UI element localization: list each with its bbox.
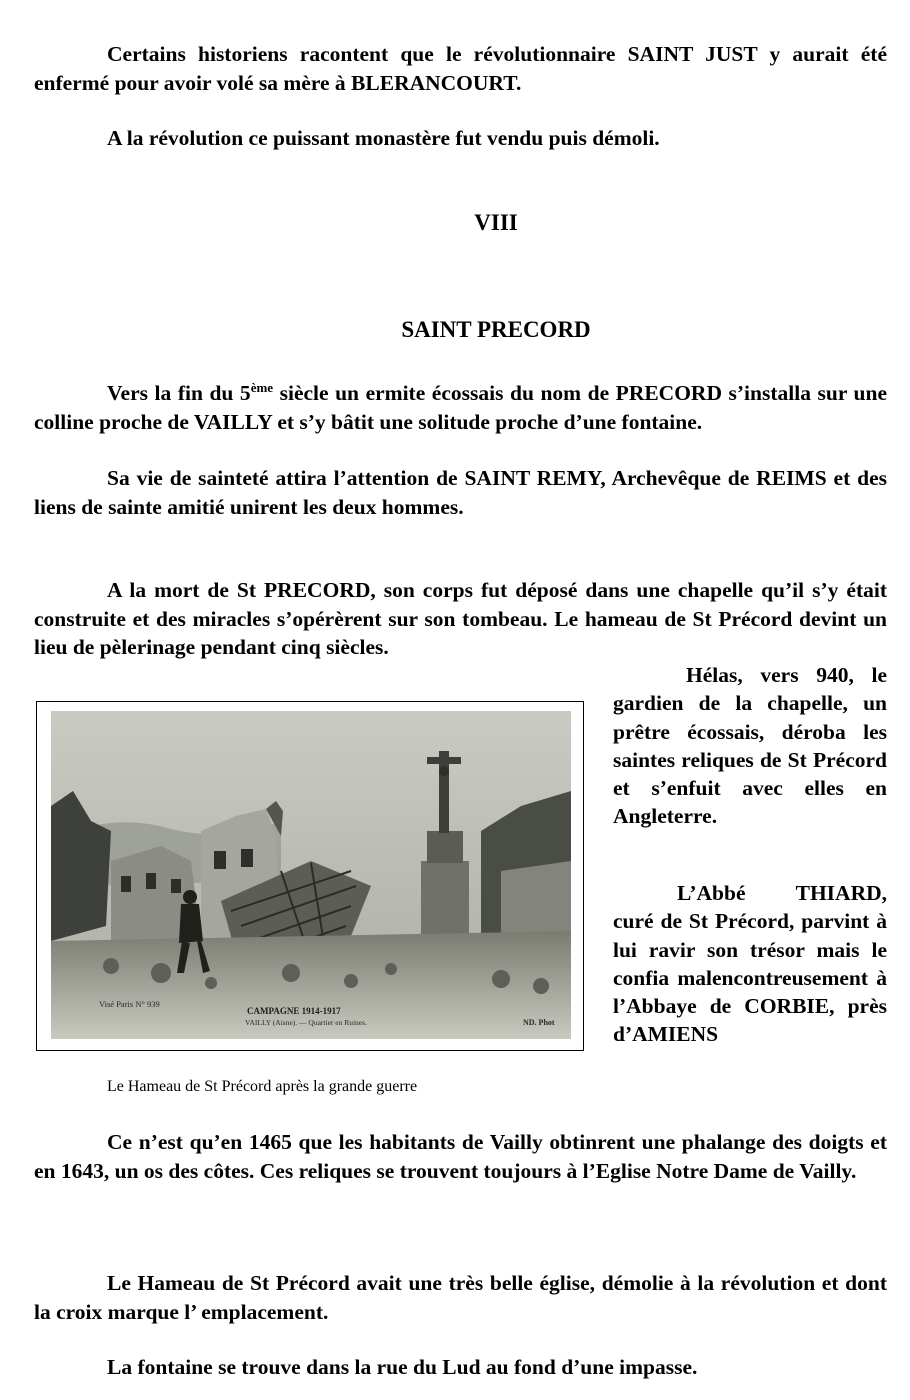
paragraph-death-precord: A la mort de St PRECORD, son corps fut déposé dans une chapelle qu’il s’y était construite et des miracles s’opérèrent sur son tombeau. Le hameau de St Précord devint un lieu de pèlerinage pendant cinq siècles. — [34, 578, 887, 659]
paragraph-hermit-end: siècle un ermite écossais du nom de PRECORD s’installa sur une colline proche de VAILLY et s’y bâtit une solitude proche d’une fontaine. — [34, 381, 888, 434]
photo-frame — [36, 701, 584, 1051]
paragraph-church-cross: Le Hameau de St Précord avait une très belle église, démolie à la révolution et dont la croix marque l’ emplacement. — [34, 1271, 887, 1324]
section-number: VIII — [474, 210, 518, 235]
section-title: SAINT PRECORD — [401, 317, 591, 342]
paragraph-revolution-monastery: A la révolution ce puissant monastère fut vendu puis démoli. — [107, 126, 660, 150]
postcard-location-label: VAILLY (Aisne). — Quartier en Ruines. — [245, 1018, 367, 1027]
photo-caption: Le Hameau de St Précord après la grande guerre — [107, 1078, 418, 1095]
paragraph-saint-remy: Sa vie de sainteté attira l’attention de SAINT REMY, Archevêque de REIMS et des liens de sainte amitié unirent les deux hommes. — [34, 466, 887, 519]
side-text-abbe-thiard: L’Abbé THIARD, curé de St Précord, parvint à lui ravir son trésor mais le confia malencontreusement à l’Abbaye de CORBIE, près d’AMIENS — [613, 881, 887, 1047]
paragraph-relics-return: Ce n’est qu’en 1465 que les habitants de Vailly obtinrent une phalange des doigts et en 1643, un os des côtes. Ces reliques se trouvent toujours à l’Eglise Notre Dame de Vailly. — [34, 1130, 887, 1183]
postcard-photo-vailly-ruins — [51, 711, 571, 1039]
superscript-eme: ème — [250, 379, 274, 395]
postcard-vise-label: Visé Paris N° 939 — [99, 999, 160, 1009]
paragraph-saint-just: Certains historiens racontent que le révolutionnaire SAINT JUST y aurait été enfermé pour avoir volé sa mère à BLERANCOURT. — [34, 42, 887, 95]
postcard-publisher-label: ND. Phot — [523, 1018, 555, 1027]
paragraph-hermit-start: Vers la fin du 5 — [107, 381, 251, 405]
side-text-relics-stolen: Hélas, vers 940, le gardien de la chapelle, un prêtre écossais, déroba les saintes reliques de St Précord et s’enfuit avec elles en Angleterre. — [613, 663, 887, 829]
paragraph-hermit-precord — [34, 379, 887, 436]
paragraph-fountain: La fontaine se trouve dans la rue du Lud au fond d’une impasse. — [107, 1355, 698, 1379]
postcard-campaign-label: CAMPAGNE 1914-1917 — [247, 1006, 341, 1016]
